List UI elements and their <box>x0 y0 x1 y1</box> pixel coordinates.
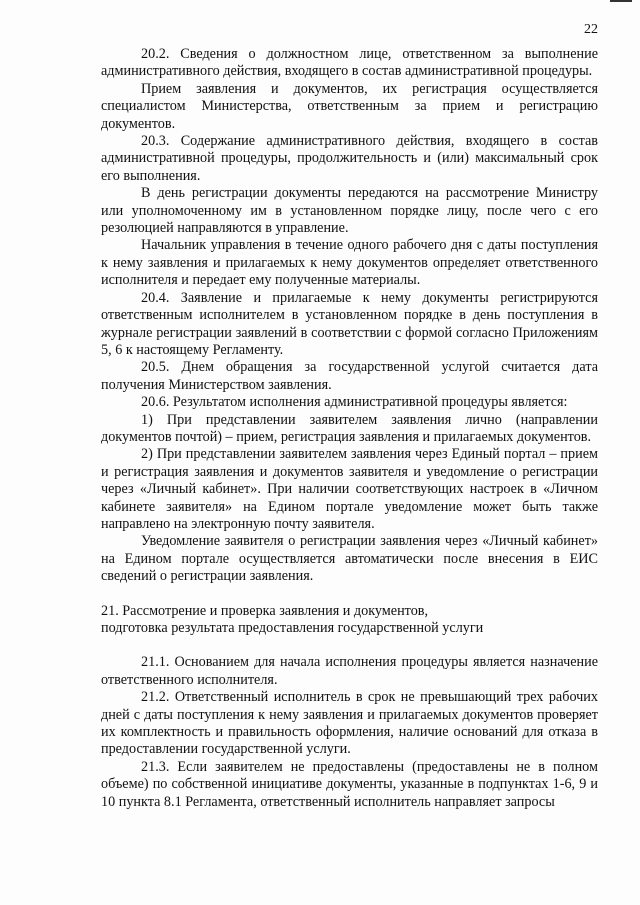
section-heading-line-2: подготовка результата предоставления государственной услуги <box>101 620 484 636</box>
paragraph-20-5: 20.5. Днем обращения за государственной услугой считается дата получения Министерством заявления. <box>101 359 598 393</box>
paragraph-21-3: 21.3. Если заявителем не предоставлены (предоставлены не в полном объеме) по собственной инициативе документы, указанные в подпунктах 1-6, 9 и 10 пункта 8.1 Регламента, ответственный исполнитель направляет запросы <box>101 758 598 810</box>
paragraph-21-1: 21.1. Основанием для начала исполнения процедуры является назначение ответственного исполнителя. <box>101 654 598 688</box>
paragraph: Начальник управления в течение одного рабочего дня с даты поступления к нему заявления и прилагаемых к нему документов определяет ответственного исполнителя и передает ему полученные материалы. <box>101 237 598 289</box>
spacer <box>101 586 598 603</box>
paragraph-21-2: 21.2. Ответственный исполнитель в срок не превышающий трех рабочих дней с даты поступления к нему заявления и прилагаемых документов проверяет их комплектность и правильность оформления, наличие оснований для отказа в предоставлении государственной услуги. <box>101 689 598 758</box>
page-number: 22 <box>584 22 598 37</box>
paragraph-20-2: 20.2. Сведения о должностном лице, ответственном за выполнение административного действия, входящего в состав административной процедуры. <box>101 46 598 80</box>
paragraph-item-1: 1) При представлении заявителем заявления лично (направлении документов почтой) – прием, регистрация заявления и прилагаемых документов. <box>101 411 598 445</box>
paragraph-item-2: 2) При представлении заявителем заявления через Единый портал – прием и регистрация заявления и документов заявителя и уведомление о регистрации через «Личный кабинет». При наличии соответствующих настроек в «Личном кабинете заявителя» на Едином портале уведомление может быть также направлено на электронную почту заявителя. <box>101 446 598 532</box>
paragraph: В день регистрации документы передаются на рассмотрение Министру или уполномоченному им в установленном порядке лицу, после чего с его резолюцией направляются в управление. <box>101 185 598 237</box>
paragraph: Прием заявления и документов, их регистрация осуществляется специалистом Министерства, ответственным за прием и регистрацию документов. <box>101 80 598 132</box>
paragraph-20-6: 20.6. Результатом исполнения административной процедуры является: <box>141 394 568 411</box>
scan-mark <box>610 0 632 2</box>
document-body <box>101 46 598 811</box>
spacer <box>101 637 598 654</box>
paragraph: Уведомление заявителя о регистрации заявления через «Личный кабинет» на Едином портале осуществляется автоматически после внесения в ЕИС сведений о регистрации заявления. <box>101 533 598 585</box>
paragraph-20-4: 20.4. Заявление и прилагаемые к нему документы регистрируются ответственным исполнителем в установленном порядке в день поступления в журнале регистрации заявлений в соответствии с формой согласно Приложениям 5, 6 к настоящему Регламенту. <box>101 289 598 358</box>
paragraph-20-3: 20.3. Содержание административного действия, входящего в состав административной процедуры, продолжительность и (или) максимальный срок его выполнения. <box>101 133 598 184</box>
section-heading-line-1: 21. Рассмотрение и проверка заявления и документов, <box>101 602 429 619</box>
